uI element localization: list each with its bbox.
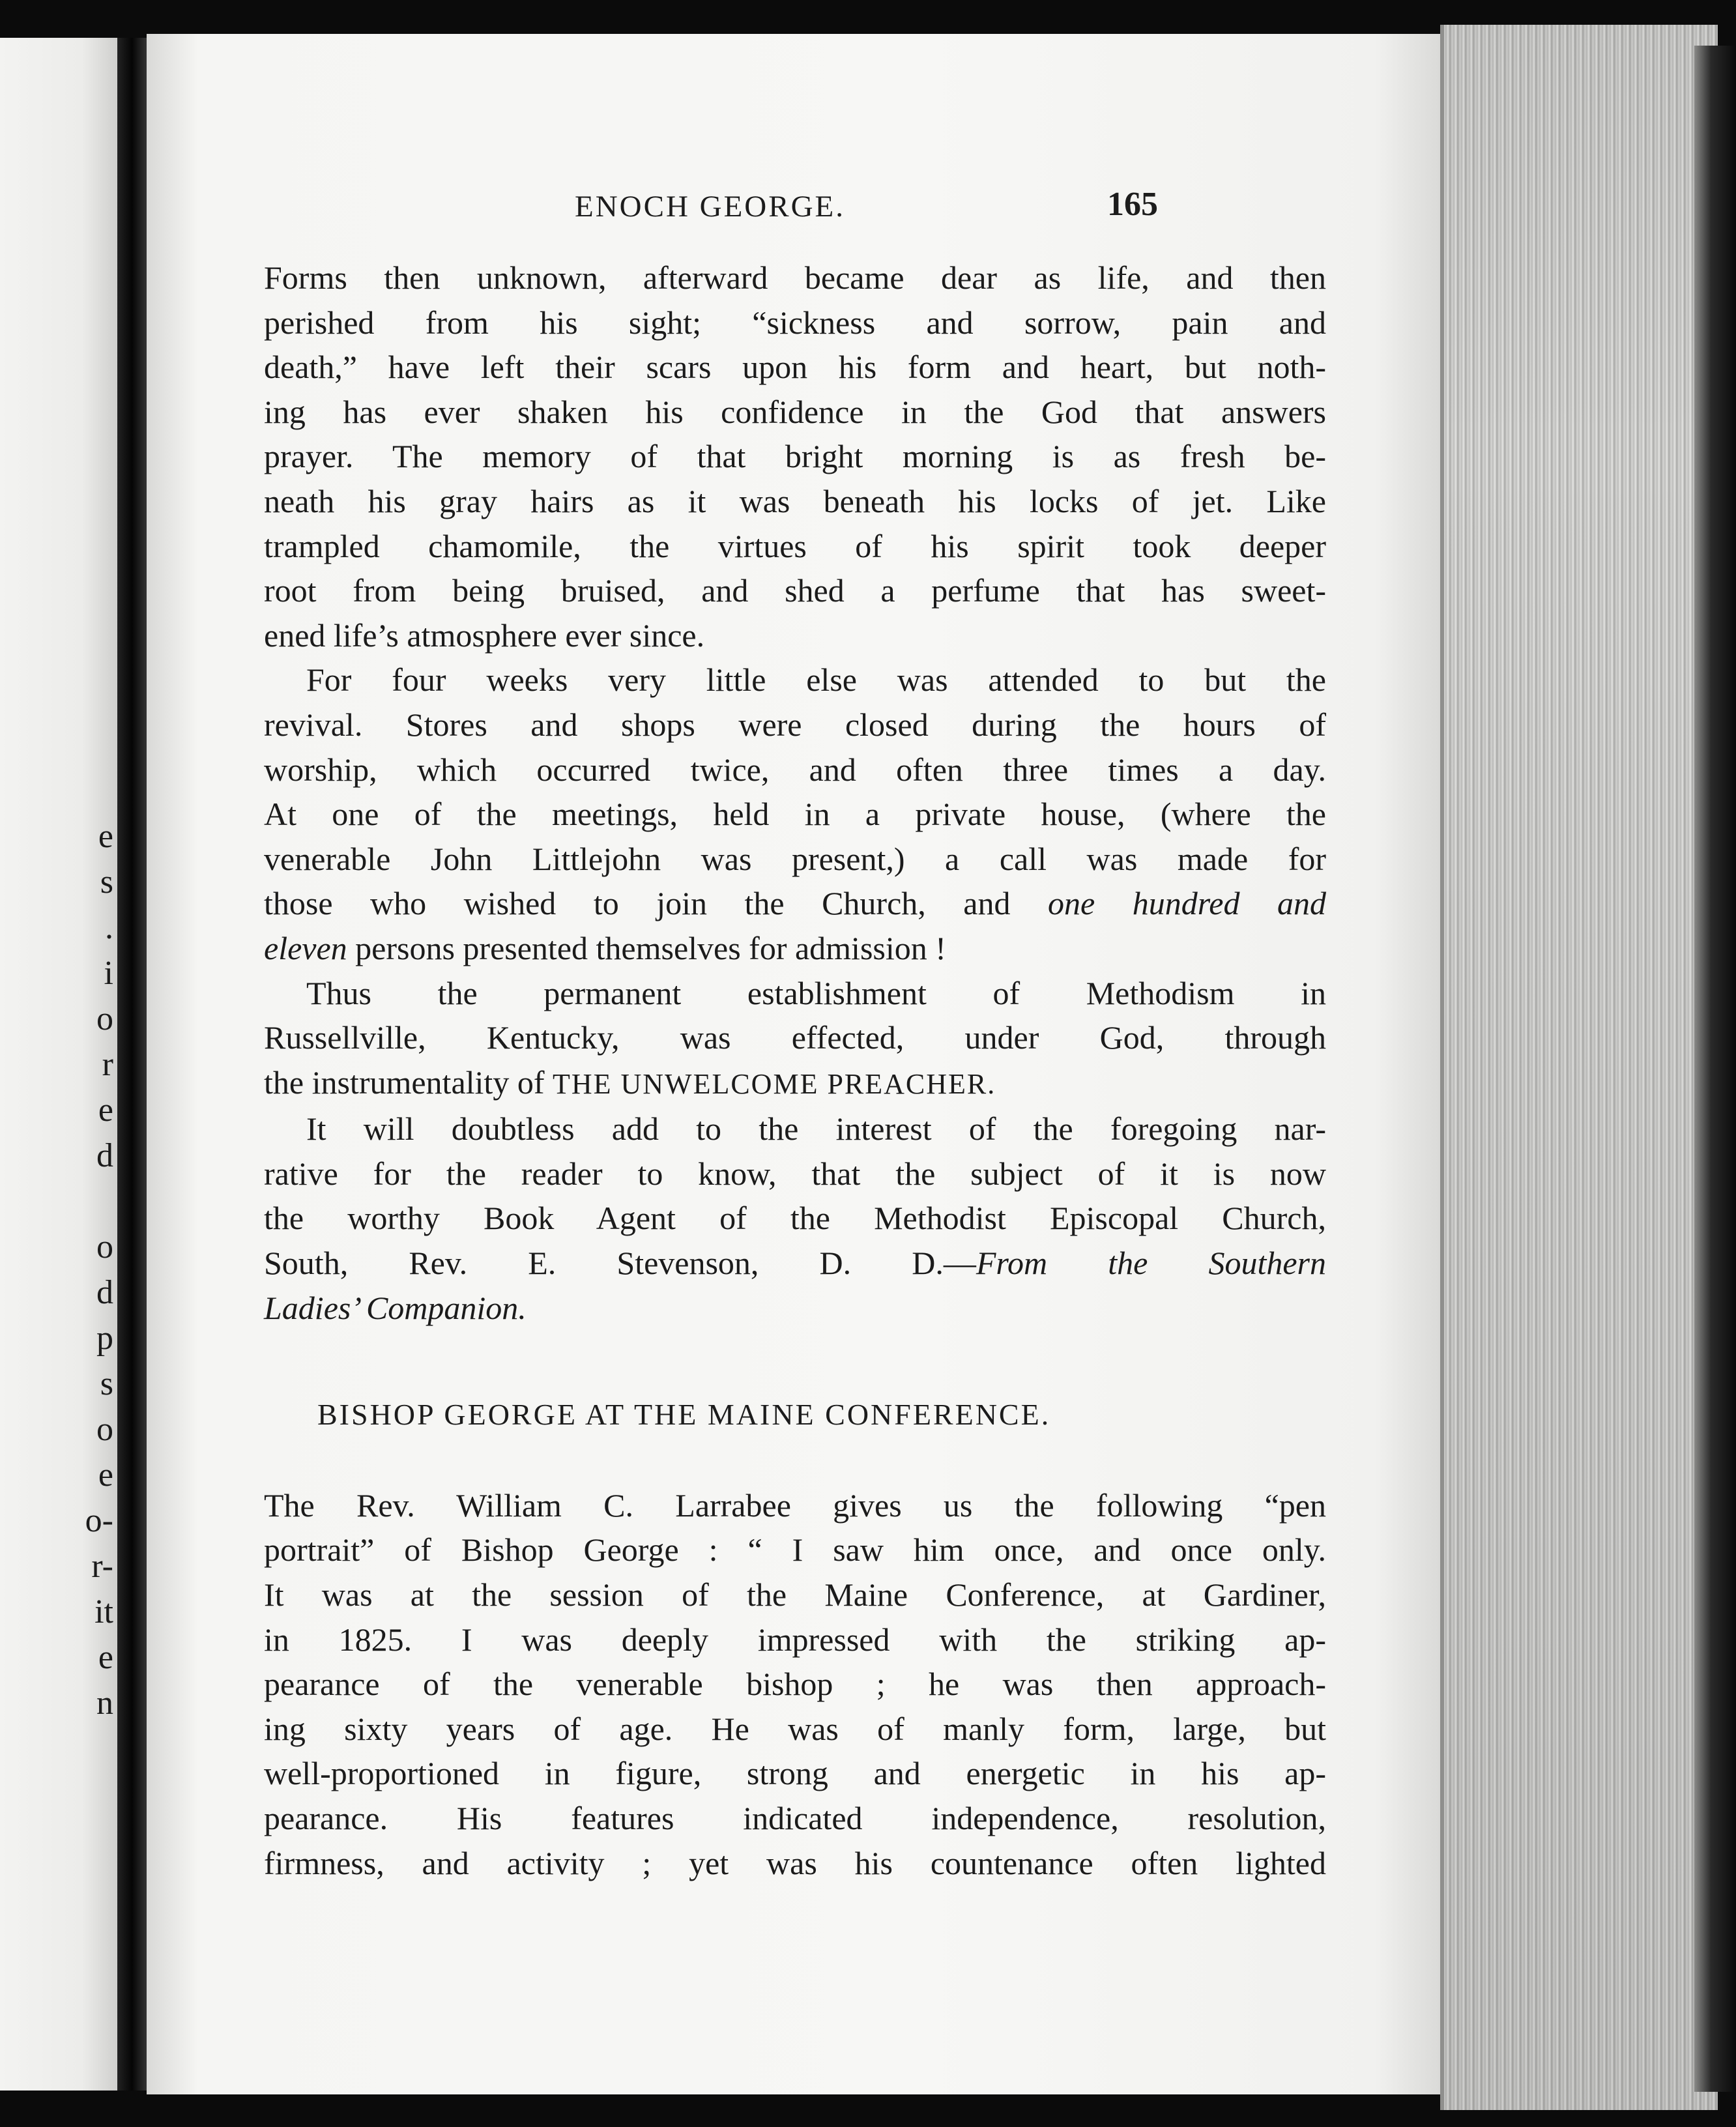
paragraph-4 [264, 1107, 1326, 1330]
text-line: Russellville, Kentucky, was effected, under God, through [264, 1019, 1326, 1056]
text-line: firmness, and activity ; yet was his countenance often lighted [264, 1844, 1326, 1881]
paragraph-2 [264, 658, 1326, 970]
left-fragment: e [98, 1456, 113, 1494]
text-line: in 1825. I was deeply impressed with the striking ap- [264, 1621, 1326, 1658]
text-line: For four weeks very little else was attended to but the [306, 661, 1326, 699]
text-segment: South, Rev. E. Stevenson, D. D.— [264, 1245, 976, 1282]
book-gutter [117, 38, 147, 2091]
text-line: Forms then unknown, afterward became dear as life, and then [264, 259, 1326, 296]
left-fragment: r [102, 1046, 113, 1083]
text-segment: persons presented themselves for admission ! [355, 929, 946, 966]
running-head: ENOCH GEORGE. [575, 190, 845, 224]
page-stack-edges [1440, 25, 1718, 2110]
text-line: revival. Stores and shops were closed during the hours of [264, 706, 1326, 743]
left-fragment: i [104, 955, 113, 992]
left-fragment: p [96, 1320, 113, 1357]
text-line: well-proportioned in figure, strong and energetic in his ap- [264, 1755, 1326, 1792]
left-fragment: e [98, 1092, 113, 1129]
page-body [264, 255, 1326, 1885]
text-line: pearance. His features indicated independence, resolution, [264, 1800, 1326, 1836]
left-fragment: o [96, 1000, 113, 1037]
text-line [264, 926, 1326, 971]
text-line: ened life’s atmosphere ever since. [264, 616, 705, 654]
small-caps-text: THE UNWELCOME PREACHER. [552, 1067, 996, 1100]
previous-page-edge [0, 38, 117, 2091]
italic-text: From the Southern [976, 1245, 1327, 1282]
text-line: portrait” of Bishop George : “ I saw him once, and once only. [264, 1531, 1326, 1569]
text-line: ing sixty years of age. He was of manly form, large, but [264, 1710, 1326, 1747]
left-fragment: . [105, 909, 113, 946]
left-fragment: o [96, 1228, 113, 1266]
left-fragment: it [94, 1593, 113, 1630]
text-line: trampled chamomile, the virtues of his spirit took deeper [264, 527, 1326, 564]
text-line: death,” have left their scars upon his form and heart, but noth- [264, 349, 1326, 386]
page-number: 165 [1107, 186, 1158, 223]
text-line: neath his gray hairs as it was beneath his locks of jet. Like [264, 482, 1326, 519]
text-line: Thus the permanent establishment of Methodism in [306, 974, 1326, 1011]
text-line: The Rev. William C. Larrabee gives us the following “pen [264, 1486, 1326, 1524]
text-line: At one of the meetings, held in a private house, (where the [264, 796, 1326, 833]
left-fragment: o [96, 1411, 113, 1448]
text-line [264, 1241, 1326, 1286]
paragraph-3 [264, 971, 1326, 1107]
text-line: It will doubtless add to the interest of the foregoing nar- [306, 1110, 1326, 1148]
text-line: It was at the session of the Maine Conference, at Gardiner, [264, 1576, 1326, 1613]
page-header [147, 186, 1440, 235]
left-fragment: d [96, 1274, 113, 1311]
italic-text: one hundred and [1048, 885, 1326, 922]
paragraph-5 [264, 1483, 1326, 1885]
text-line: prayer. The memory of that bright morning is as fresh be- [264, 438, 1326, 475]
paragraph-1 [264, 255, 1326, 658]
text-line: worship, which occurred twice, and often three times a day. [264, 751, 1326, 788]
text-line: pearance of the venerable bishop ; he was then approach- [264, 1666, 1326, 1703]
left-fragment: d [96, 1137, 113, 1174]
left-fragment: r- [91, 1548, 113, 1585]
section-heading: BISHOP GEORGE AT THE MAINE CONFERENCE. [317, 1398, 1051, 1432]
left-fragment: e [98, 1639, 113, 1676]
text-line [264, 1286, 1326, 1331]
book-cover-edge [1694, 46, 1736, 2092]
text-line [264, 881, 1326, 926]
italic-text: Ladies’ Companion. [264, 1289, 527, 1326]
left-fragment: n [96, 1685, 113, 1722]
text-segment: those who wished to join the Church, and [264, 885, 1011, 922]
text-line: rative for the reader to know, that the subject of it is now [264, 1155, 1326, 1192]
italic-text: eleven [264, 929, 347, 966]
left-fragment: o- [85, 1502, 113, 1539]
text-line: venerable John Littlejohn was present,) a call was made for [264, 840, 1326, 877]
text-segment: the instrumentality of [264, 1064, 545, 1101]
text-line [264, 1060, 1326, 1107]
text-line: ing has ever shaken his confidence in the God that answers [264, 393, 1326, 430]
text-line: the worthy Book Agent of the Methodist Episcopal Church, [264, 1200, 1326, 1237]
left-fragment: e [98, 818, 113, 855]
text-line: root from being bruised, and shed a perfume that has sweet- [264, 572, 1326, 609]
left-fragment: s [100, 1365, 113, 1402]
text-line: perished from his sight; “sickness and sorrow, pain and [264, 304, 1326, 341]
book-page [147, 34, 1440, 2094]
left-fragment: s [100, 863, 113, 901]
